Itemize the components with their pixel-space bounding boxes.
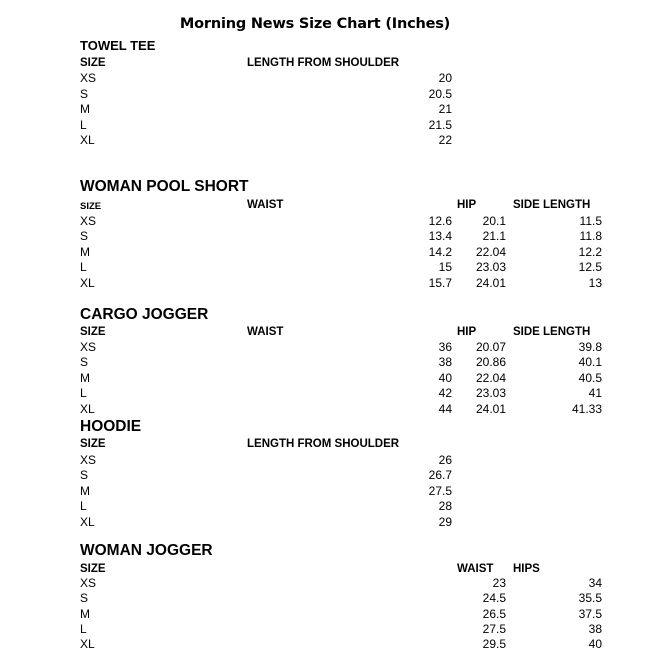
waist-cell: 13.4 bbox=[428, 229, 452, 243]
waist-cell: 24.5 bbox=[482, 591, 506, 605]
value-cell: 28 bbox=[438, 499, 452, 513]
size-cell: XS bbox=[80, 340, 97, 354]
hips-cell: 35.5 bbox=[578, 591, 602, 605]
value-cell: 22 bbox=[438, 133, 452, 147]
hip-cell: 20.1 bbox=[482, 214, 506, 228]
waist-cell: 38 bbox=[438, 355, 452, 369]
column-header-hips: HIPS bbox=[513, 563, 540, 575]
hip-cell: 23.03 bbox=[475, 386, 506, 400]
size-cell: XL bbox=[80, 276, 95, 290]
page-title: Morning News Size Chart (Inches) bbox=[179, 16, 451, 32]
size-cell: XL bbox=[80, 402, 95, 416]
hip-cell: 24.01 bbox=[475, 276, 506, 290]
size-cell: M bbox=[80, 245, 90, 259]
waist-cell: 23 bbox=[492, 576, 506, 590]
side-length-cell: 12.5 bbox=[578, 260, 602, 274]
column-header-size: SIZE bbox=[80, 438, 106, 450]
waist-cell: 12.6 bbox=[428, 214, 452, 228]
size-cell: S bbox=[80, 591, 89, 605]
waist-cell: 42 bbox=[438, 386, 452, 400]
hips-cell: 38 bbox=[588, 622, 602, 636]
section-title: TOWEL TEE bbox=[80, 38, 156, 53]
size-cell: S bbox=[80, 355, 89, 369]
section-title: WOMAN JOGGER bbox=[80, 542, 213, 559]
size-cell: M bbox=[80, 607, 90, 621]
hips-cell: 34 bbox=[588, 576, 602, 590]
size-cell: L bbox=[80, 260, 87, 274]
size-cell: XL bbox=[80, 637, 95, 651]
section-title: WOMAN POOL SHORT bbox=[80, 178, 249, 195]
hip-cell: 23.03 bbox=[475, 260, 506, 274]
waist-cell: 27.5 bbox=[482, 622, 506, 636]
waist-cell: 15.7 bbox=[428, 276, 452, 290]
column-header-hip: HIP bbox=[457, 199, 477, 211]
side-length-cell: 12.2 bbox=[578, 245, 602, 259]
side-length-cell: 41 bbox=[588, 386, 602, 400]
value-cell: 20 bbox=[438, 71, 452, 85]
hip-cell: 20.07 bbox=[475, 340, 506, 354]
size-cell: XL bbox=[80, 133, 95, 147]
section-title: CARGO JOGGER bbox=[80, 306, 209, 323]
waist-cell: 26.5 bbox=[482, 607, 506, 621]
value-cell: 27.5 bbox=[428, 484, 452, 498]
section-title: HOODIE bbox=[80, 418, 142, 435]
size-cell: M bbox=[80, 371, 90, 385]
size-cell: M bbox=[80, 102, 90, 116]
hips-cell: 40 bbox=[588, 637, 602, 651]
waist-cell: 29.5 bbox=[482, 637, 506, 651]
side-length-cell: 40.5 bbox=[578, 371, 602, 385]
size-cell: XL bbox=[80, 515, 95, 529]
side-length-cell: 39.8 bbox=[578, 340, 602, 354]
column-header-size: SIZE bbox=[80, 326, 106, 338]
waist-cell: 15 bbox=[438, 260, 452, 274]
size-cell: L bbox=[80, 622, 87, 636]
waist-cell: 44 bbox=[438, 402, 452, 416]
size-cell: L bbox=[80, 499, 87, 513]
column-header-size: SIZE bbox=[80, 563, 106, 575]
size-cell: M bbox=[80, 484, 90, 498]
column-header-waist: WAIST bbox=[457, 563, 494, 575]
column-header-side-length: SIDE LENGTH bbox=[513, 199, 591, 211]
hip-cell: 22.04 bbox=[475, 371, 506, 385]
size-cell: S bbox=[80, 229, 89, 243]
hip-cell: 21.1 bbox=[482, 229, 506, 243]
waist-cell: 40 bbox=[438, 371, 452, 385]
size-cell: XS bbox=[80, 453, 97, 467]
column-header-hip: HIP bbox=[457, 326, 477, 338]
column-header-length: LENGTH FROM SHOULDER bbox=[247, 438, 400, 450]
size-cell: XS bbox=[80, 576, 97, 590]
side-length-cell: 13 bbox=[588, 276, 602, 290]
value-cell: 26 bbox=[438, 453, 452, 467]
hips-cell: 37.5 bbox=[578, 607, 602, 621]
side-length-cell: 11.5 bbox=[579, 214, 602, 228]
column-header-waist: WAIST bbox=[247, 326, 284, 338]
side-length-cell: 11.8 bbox=[579, 229, 602, 243]
value-cell: 26.7 bbox=[428, 468, 452, 482]
column-header-size: SIZE bbox=[80, 201, 102, 212]
hip-cell: 22.04 bbox=[475, 245, 506, 259]
size-cell: XS bbox=[80, 71, 97, 85]
size-cell: XS bbox=[80, 214, 97, 228]
size-cell: S bbox=[80, 87, 89, 101]
size-cell: L bbox=[80, 386, 87, 400]
value-cell: 21.5 bbox=[428, 118, 452, 132]
side-length-cell: 41.33 bbox=[571, 402, 602, 416]
hip-cell: 20.86 bbox=[475, 355, 506, 369]
column-header-side-length: SIDE LENGTH bbox=[513, 326, 591, 338]
size-cell: L bbox=[80, 118, 87, 132]
hip-cell: 24.01 bbox=[475, 402, 506, 416]
value-cell: 20.5 bbox=[428, 87, 452, 101]
column-header-waist: WAIST bbox=[247, 199, 284, 211]
value-cell: 29 bbox=[438, 515, 452, 529]
size-cell: S bbox=[80, 468, 89, 482]
column-header-length: LENGTH FROM SHOULDER bbox=[247, 57, 400, 69]
value-cell: 21 bbox=[438, 102, 452, 116]
column-header-size: SIZE bbox=[80, 57, 106, 69]
waist-cell: 14.2 bbox=[428, 245, 452, 259]
waist-cell: 36 bbox=[438, 340, 452, 354]
side-length-cell: 40.1 bbox=[578, 355, 602, 369]
